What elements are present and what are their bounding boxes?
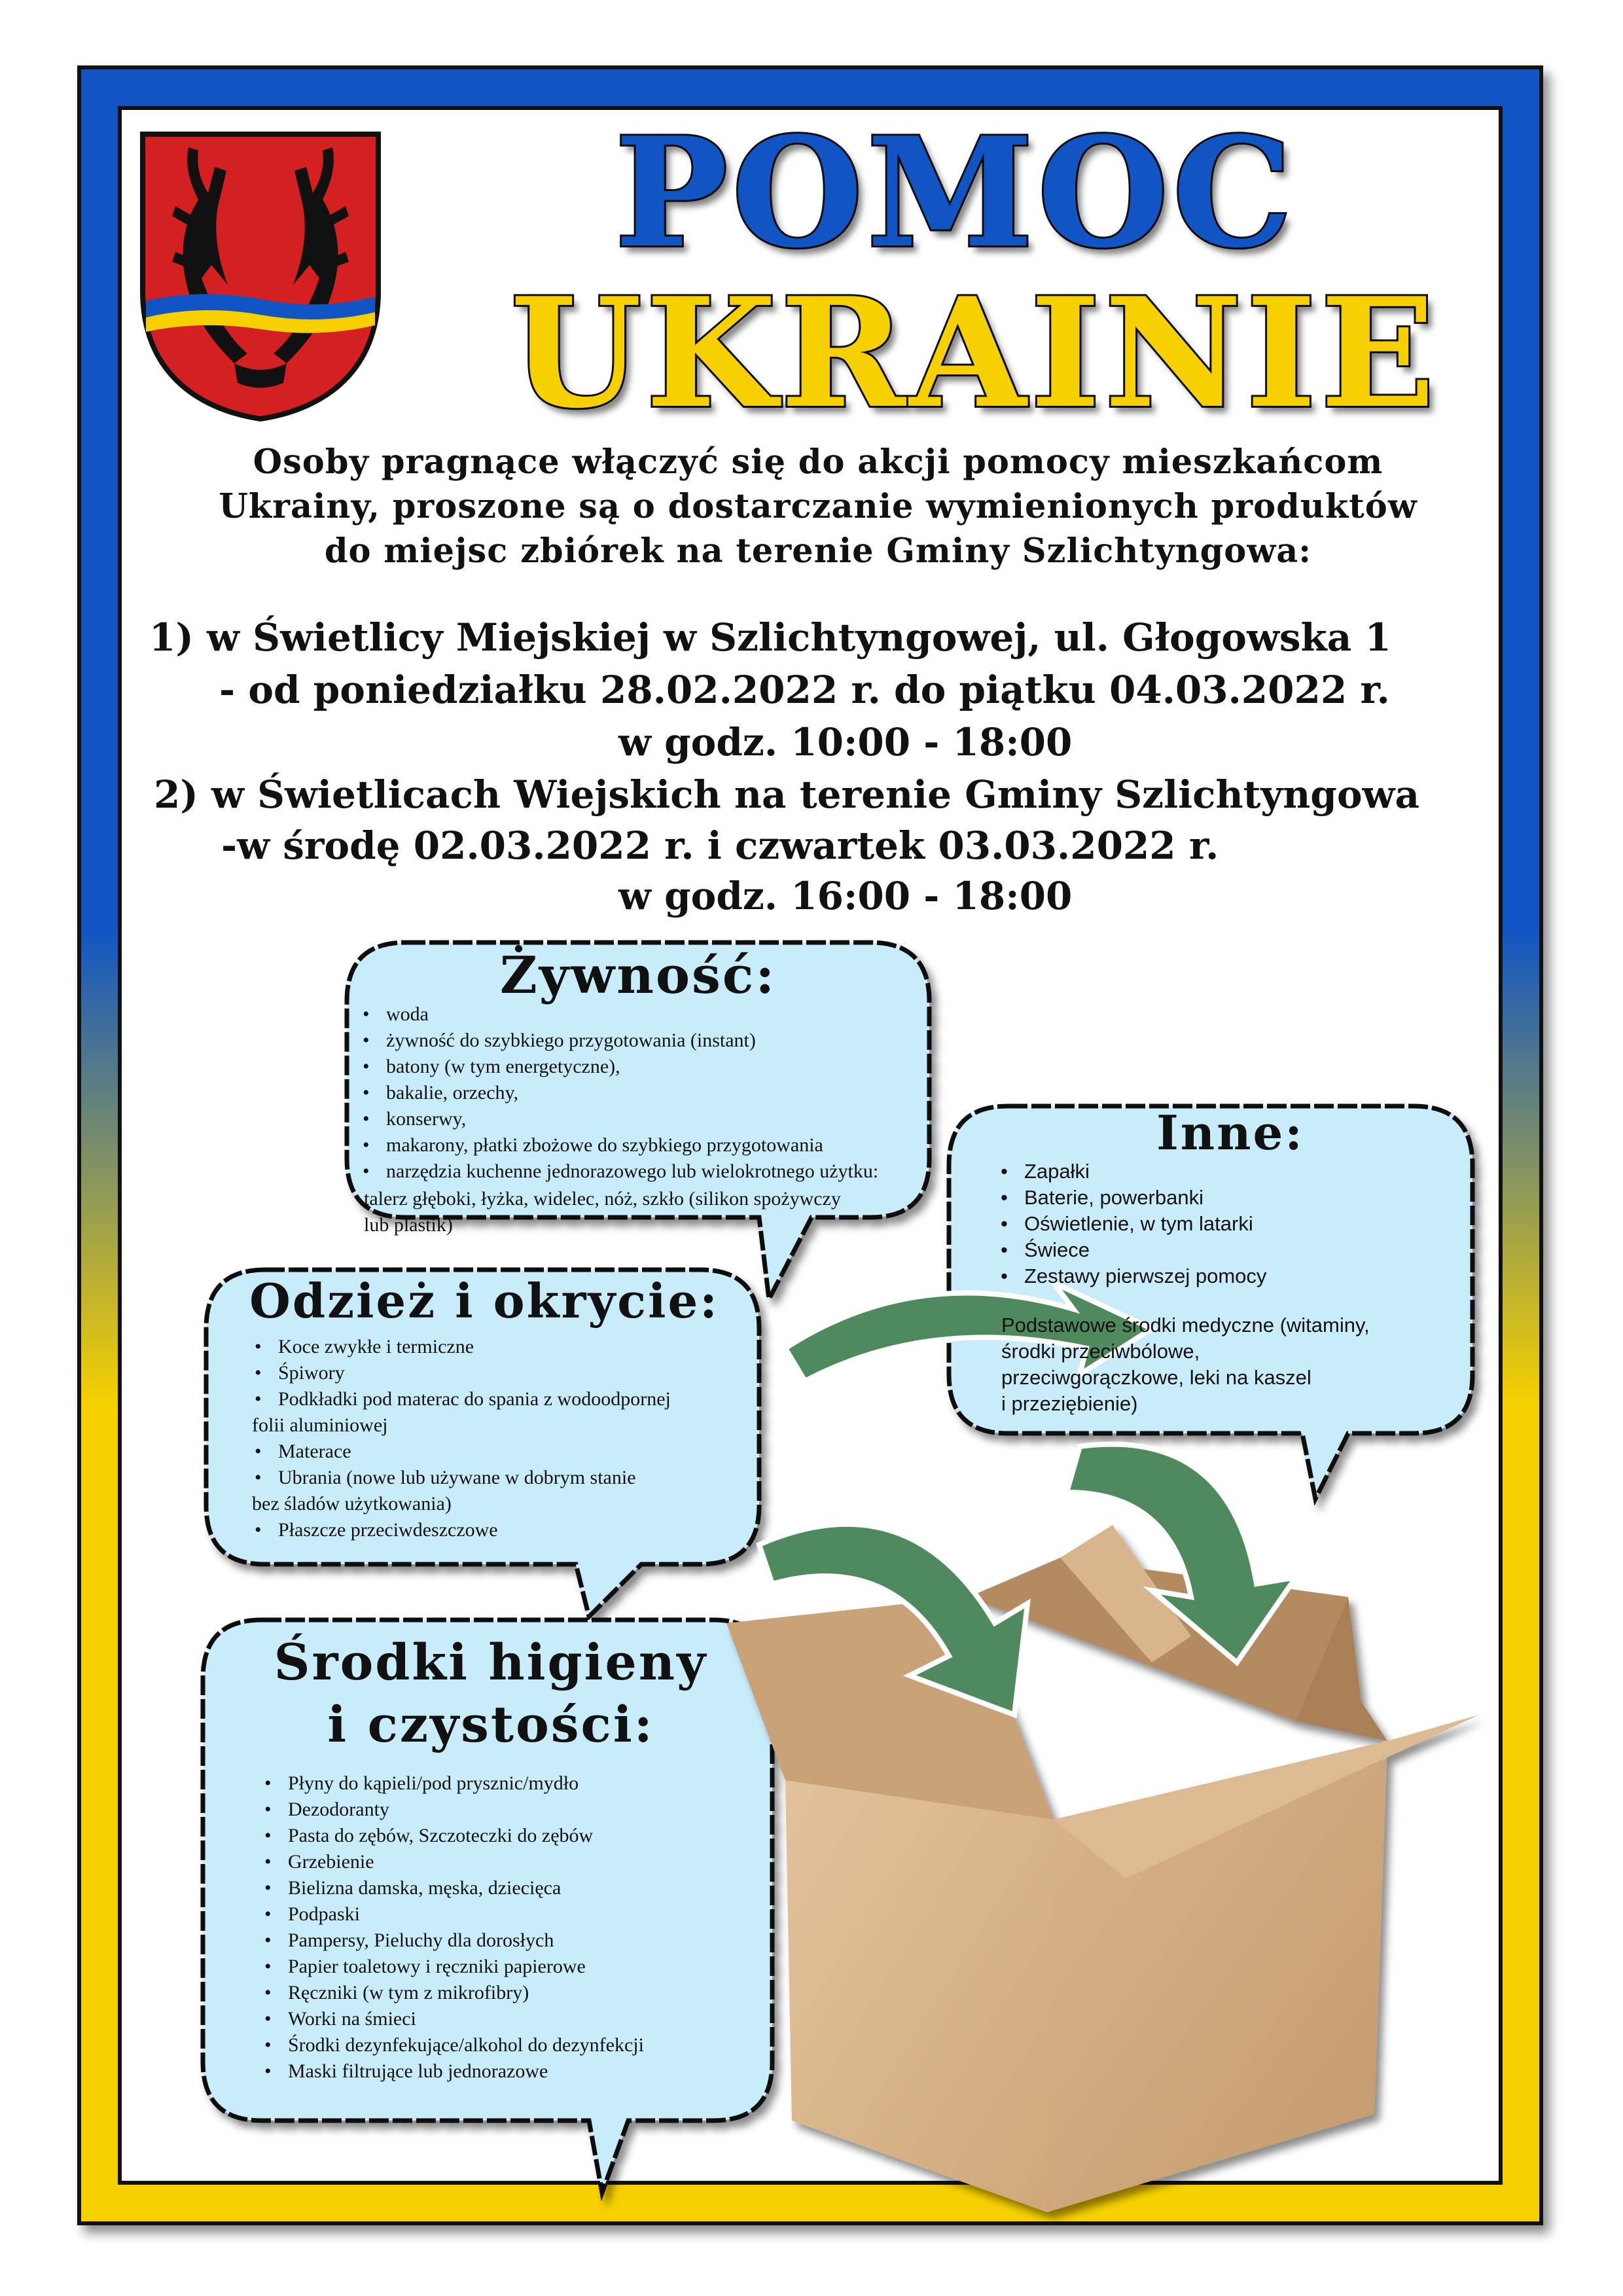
clothing-list-2 [252,1439,749,1491]
list-item: • Ręczniki (w tym z mikrofibry) [262,1980,759,2006]
food-list [360,1001,923,1185]
list-item: • Worki na śmieci [262,2006,759,2032]
list-item: • Podpaski [262,1901,759,1928]
list-item: • narzędzia kuchenne jednorazowego lub wielokrotnego użytku: [360,1158,923,1185]
list-item: • Środki dezynfekujące/alkohol do dezynfekcji [262,2032,759,2058]
list-item: • Pasta do zębów, Szczoteczki do zębów [262,1823,759,1849]
other-list [998,1158,1456,1289]
list-item: • Pampersy, Pieluchy dla dorosłych [262,1928,759,1954]
intro-line: Ukrainy, proszone są o dostarczanie wymienionych produktów [219,487,1418,526]
list-item: • żywność do szybkiego przygotowania (instant) [360,1028,923,1054]
list-item: • konserwy, [360,1106,923,1132]
clothing-list [252,1334,749,1412]
hygiene-title-line1: Środki higieny [274,1633,708,1691]
list-item: • woda [360,1001,923,1028]
location-2-hours: w godz. 16:00 - 18:00 [618,874,1073,918]
food-list-continuation [364,1186,841,1238]
note-line: środki przeciwbólowe, [1001,1340,1200,1363]
list-item-continuation: talerz głęboki, łyżka, widelec, nóż, szkło (silikon spożywczy [364,1188,841,1210]
list-item: • Świece [998,1237,1456,1263]
hygiene-title-line2: i czystości: [327,1695,654,1753]
list-item: • Maski filtrujące lub jednorazowe [262,2058,759,2085]
other-note [1001,1312,1370,1417]
poster-title-pomoc: POMOC [615,105,1296,281]
location-2-address: 2) w Świetlicach Wiejskich na terenie Gminy Szlichtyngowa [154,772,1420,817]
list-item-continuation: bez śladów użytkowania) [252,1493,452,1515]
list-item: • Płyny do kąpieli/pod prysznic/mydło [262,1770,759,1797]
list-item: • Zestawy pierwszej pomocy [998,1263,1456,1289]
location-2-dates: -w środę 02.03.2022 r. i czwartek 03.03.2022 r. [221,823,1219,868]
poster-title-ukrainie: UKRAINIE [510,265,1439,442]
intro-line: do miejsc zbiórek na terenie Gminy Szlichtyngowa: [324,531,1312,571]
list-item: • Materace [252,1439,749,1465]
list-item: • Papier toaletowy i ręczniki papierowe [262,1954,759,1980]
list-item: • Bielizna damska, męska, dziecięca [262,1875,759,1901]
intro-line: Osoby pragnące włączyć się do akcji pomocy mieszkańcom [253,442,1383,482]
list-item: • Koce zwykłe i termiczne [252,1334,749,1360]
other-title: Inne: [1156,1105,1304,1160]
food-title: Żywność: [499,946,777,1005]
list-item-line: Podkładki pod materac do spania z wodoodpornej [278,1388,671,1410]
note-line: przeciwgorączkowe, leki na kaszel [1001,1366,1311,1389]
list-item-continuation: lub plastik) [364,1214,453,1236]
list-item-continuation: folii aluminiowej [252,1414,388,1436]
hygiene-list [262,1770,759,2085]
list-item: • makarony, płatki zbożowe do szybkiego przygotowania [360,1132,923,1158]
list-item: • Grzebienie [262,1849,759,1875]
location-1-hours: w godz. 10:00 - 18:00 [618,720,1073,764]
clothing-list-3 [252,1517,749,1543]
note-line: i przeziębienie) [1001,1392,1138,1415]
list-item: • Dezodoranty [262,1797,759,1823]
location-1-address: 1) w Świetlicy Miejskiej w Szlichtyngowej, ul. Głogowska 1 [149,615,1391,660]
list-item: • Zapałki [998,1158,1456,1185]
list-item: • Płaszcze przeciwdeszczowe [252,1517,749,1543]
list-item: • batony (w tym energetyczne), [360,1054,923,1080]
list-item: • Baterie, powerbanki [998,1185,1456,1211]
list-item: • Oświetlenie, w tym latarki [998,1211,1456,1237]
list-item: • bakalie, orzechy, [360,1080,923,1106]
note-line: Podstawowe środki medyczne (witaminy, [1001,1314,1370,1336]
cardboard-box-icon [726,1525,1479,2212]
clothing-title: Odzież i okrycie: [249,1273,719,1329]
list-item [252,1386,749,1412]
location-1-dates: - od poniedziałku 28.02.2022 r. do piątku 04.03.2022 r. [219,668,1390,712]
list-item: • Ubrania (nowe lub używane w dobrym stanie [252,1465,749,1491]
list-item: • Śpiwory [252,1360,749,1386]
